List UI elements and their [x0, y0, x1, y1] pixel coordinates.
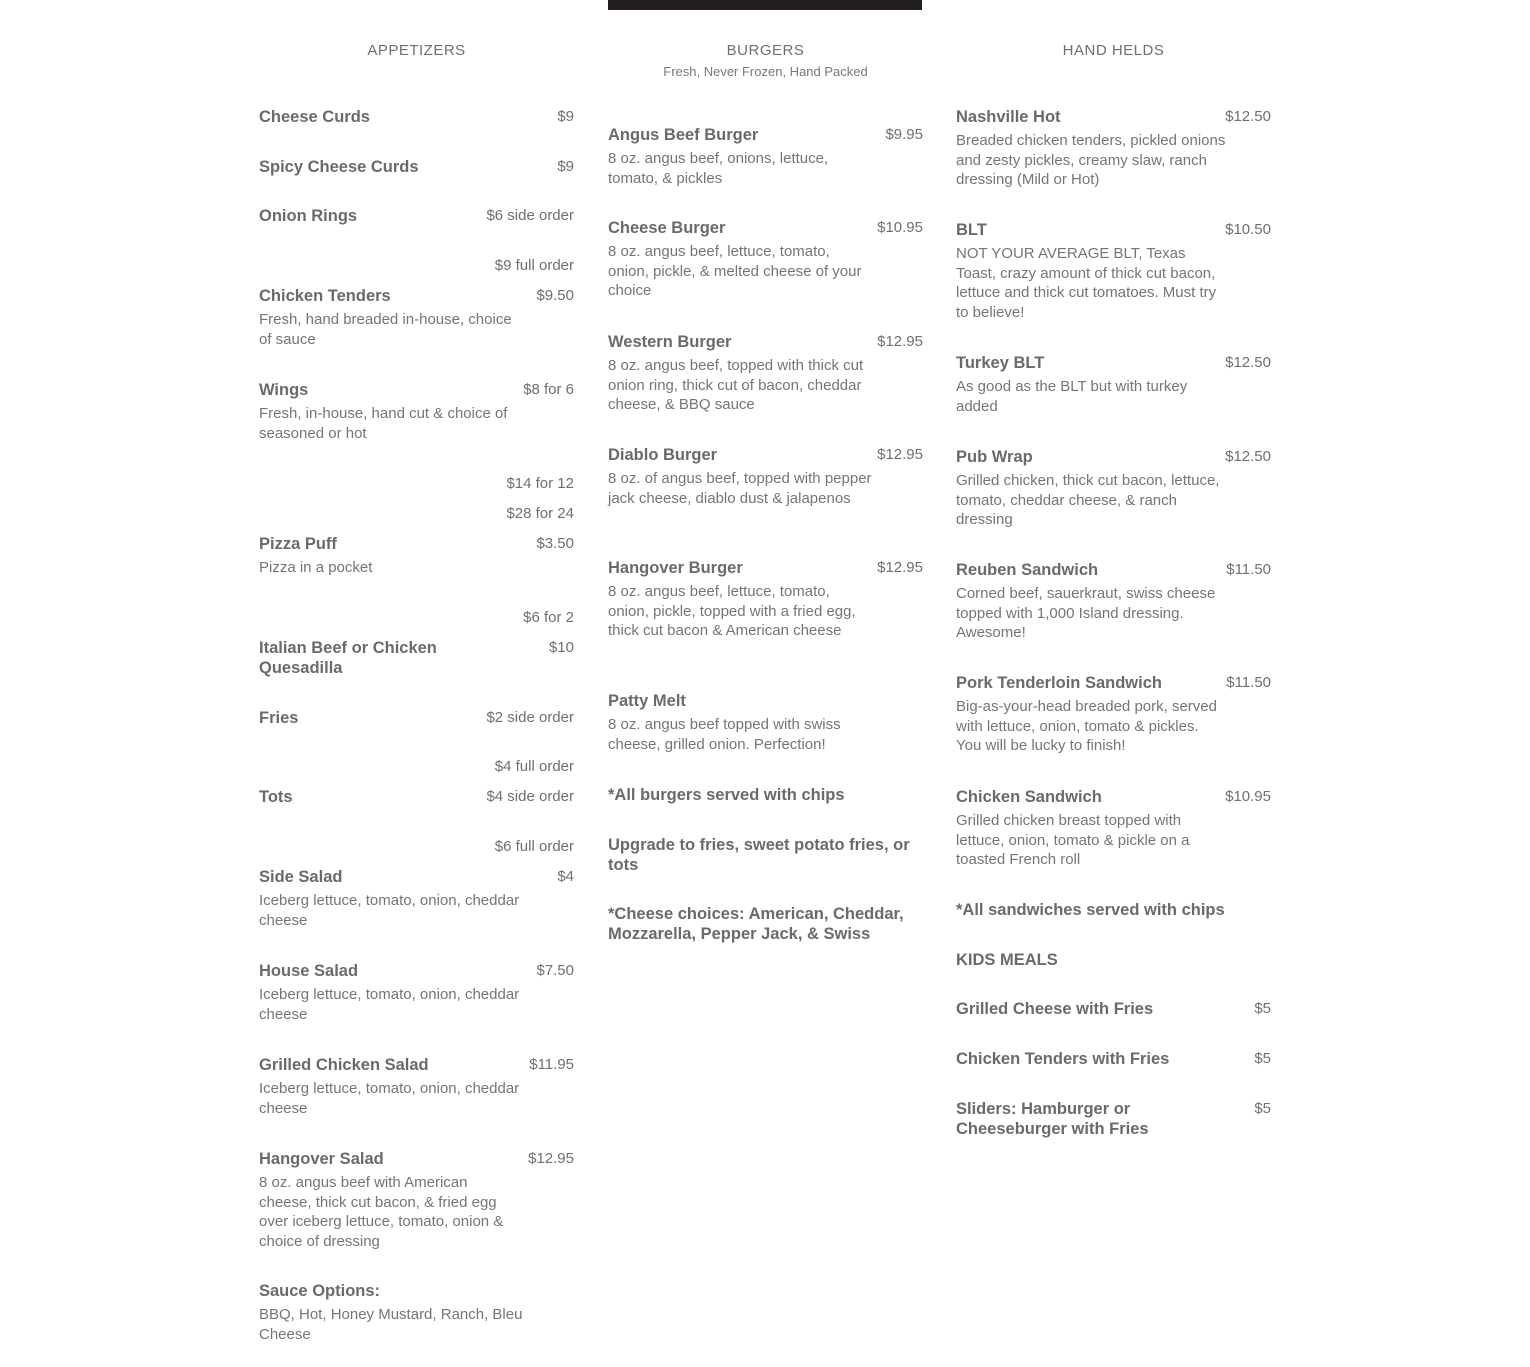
item-price: $3.50 [536, 535, 574, 552]
menu-note: *Cheese choices: American, Cheddar, Mozzarella, Pepper Jack, & Swiss [608, 905, 904, 943]
menu-item [956, 1049, 1271, 1069]
item-name: Cheese Burger [608, 219, 726, 237]
menu-note: Upgrade to fries, sweet potato fries, or tots [608, 836, 910, 874]
item-name: Sliders: Hamburger or Cheeseburger with Fries [956, 1100, 1149, 1138]
item-name: Sauce Options: [259, 1282, 381, 1300]
item-description: Grilled chicken breast topped with lettuce, onion, tomato & pickle on a toasted French roll [956, 812, 1190, 868]
menu-banner [608, 0, 922, 10]
item-description: BBQ, Hot, Honey Mustard, Ranch, Bleu Cheese [259, 1306, 523, 1343]
item-description: 8 oz. angus beef, topped with thick cut onion ring, thick cut of bacon, cheddar cheese, & BBQ sauce [608, 357, 864, 413]
item-description: Iceberg lettuce, tomato, onion, cheddar cheese [259, 1080, 520, 1117]
item-price: $4 [557, 868, 574, 885]
item-price: $12.95 [877, 446, 923, 463]
menu-item [956, 107, 1271, 190]
item-name: Grilled Chicken Salad [259, 1056, 429, 1074]
menu-item [259, 1149, 574, 1251]
item-name: Wings [259, 381, 309, 399]
item-extra-price: $9 full order [494, 257, 574, 274]
item-extra-price: $4 full order [494, 758, 574, 775]
item-name: Chicken Sandwich [956, 788, 1102, 806]
menu-item [259, 961, 574, 1024]
burgers-heading: BURGERS [726, 42, 805, 59]
item-name: Nashville Hot [956, 108, 1061, 126]
menu-item [259, 638, 574, 678]
item-description: Big-as-your-head breaded pork, served with lettuce, onion, tomato & pickles. You will be lucky to finish! [956, 698, 1217, 754]
item-description: Fresh, in-house, hand cut & choice of seasoned or hot [259, 405, 508, 442]
item-description: Grilled chicken, thick cut bacon, lettuce, tomato, cheddar cheese, & ranch dressing [956, 472, 1220, 528]
appetizers-heading: APPETIZERS [367, 42, 466, 59]
item-price: $5 [1254, 1000, 1271, 1017]
item-price: $12.50 [1225, 108, 1271, 125]
item-extra-price: $14 for 12 [506, 475, 574, 492]
item-price: $10 [548, 639, 574, 656]
item-name: Cheese Curds [259, 108, 370, 126]
item-description: Breaded chicken tenders, pickled onions and zesty pickles, creamy slaw, ranch dressing (Mild or Hot) [956, 132, 1226, 188]
item-description: 8 oz. angus beef topped with swiss cheese, grilled onion. Perfection! [608, 716, 841, 753]
item-price: $9.50 [536, 287, 574, 304]
menu-item [608, 218, 923, 301]
item-price: $8 for 6 [523, 381, 574, 398]
item-price: $12.50 [1225, 354, 1271, 371]
item-price: $11.50 [1226, 561, 1271, 578]
menu-item [259, 286, 574, 349]
item-name: Side Salad [259, 868, 343, 886]
item-description: Iceberg lettuce, tomato, onion, cheddar cheese [259, 892, 520, 929]
item-name: Spicy Cheese Curds [259, 158, 419, 176]
menu-item [608, 558, 923, 641]
item-name: House Salad [259, 962, 359, 980]
menu-item [956, 673, 1271, 756]
menu-item [956, 560, 1271, 643]
item-name: Chicken Tenders [259, 287, 391, 305]
item-name: Patty Melt [608, 692, 686, 710]
item-name: Fries [259, 709, 299, 727]
kids-meals-heading: KIDS MEALS [956, 951, 1058, 969]
item-price: $4 side order [486, 788, 574, 805]
item-extra-price: $6 for 2 [523, 609, 574, 626]
item-name: Chicken Tenders with Fries [956, 1050, 1170, 1068]
item-description: As good as the BLT but with turkey added [956, 378, 1188, 415]
item-price: $2 side order [486, 709, 574, 726]
item-price: $11.95 [529, 1056, 574, 1073]
item-description: 8 oz. angus beef, lettuce, tomato, onion, pickle, topped with a fried egg, thick cut bacon & American cheese [608, 583, 856, 639]
menu-item [956, 353, 1271, 416]
menu-item [259, 534, 574, 578]
item-name: Onion Rings [259, 207, 358, 225]
item-name: Hangover Salad [259, 1150, 384, 1168]
item-description: 8 oz. of angus beef, topped with pepper jack cheese, diablo dust & jalapenos [608, 470, 872, 507]
item-price: $9 [557, 108, 574, 125]
item-price: $9 [557, 158, 574, 175]
menu-item [259, 867, 574, 930]
item-price: $11.50 [1226, 674, 1271, 691]
handhelds-heading: HAND HELDS [1062, 42, 1165, 59]
menu-item [608, 125, 923, 188]
burgers-subheading: Fresh, Never Frozen, Hand Packed [663, 64, 868, 79]
menu-item [608, 445, 923, 508]
item-price: $12.95 [877, 559, 923, 576]
menu-item [259, 787, 574, 807]
item-name: BLT [956, 221, 987, 239]
item-name: Tots [259, 788, 293, 806]
menu-item [956, 999, 1271, 1019]
menu-note: *All sandwiches served with chips [956, 901, 1225, 919]
item-name: Turkey BLT [956, 354, 1045, 372]
item-price: $5 [1254, 1050, 1271, 1067]
item-name: Grilled Cheese with Fries [956, 1000, 1154, 1018]
menu-item [259, 1055, 574, 1118]
menu-item [259, 157, 574, 177]
item-description: Pizza in a pocket [259, 559, 373, 576]
item-name: Angus Beef Burger [608, 126, 759, 144]
item-price: $10.95 [877, 219, 923, 236]
menu-item [956, 447, 1271, 530]
item-name: Diablo Burger [608, 446, 718, 464]
menu-item [259, 206, 574, 226]
item-price: $12.95 [528, 1150, 574, 1167]
item-price: $12.95 [877, 333, 923, 350]
item-price: $10.95 [1225, 788, 1271, 805]
item-name: Pizza Puff [259, 535, 337, 553]
item-name: Western Burger [608, 333, 732, 351]
menu-note: *All burgers served with chips [608, 786, 845, 804]
item-description: NOT YOUR AVERAGE BLT, Texas Toast, crazy amount of thick cut bacon, lettuce and thick cut tomatoes. Must try to believe! [956, 245, 1217, 321]
item-description: 8 oz. angus beef, onions, lettuce, tomato, & pickles [608, 150, 829, 187]
item-name: Hangover Burger [608, 559, 743, 577]
menu-item [956, 1099, 1271, 1139]
item-description: Iceberg lettuce, tomato, onion, cheddar cheese [259, 986, 520, 1023]
item-extra-price: $28 for 24 [506, 505, 574, 522]
menu-item [259, 708, 574, 728]
menu-item [608, 691, 923, 754]
item-description: 8 oz. angus beef with American cheese, thick cut bacon, & fried egg over iceberg lettuce, tomato, onion & choice of dressing [259, 1174, 504, 1250]
menu-item [956, 220, 1271, 322]
item-price: $12.50 [1225, 448, 1271, 465]
item-name: Italian Beef or Chicken Quesadilla [259, 639, 437, 677]
item-price: $7.50 [536, 962, 574, 979]
item-price: $10.50 [1225, 221, 1271, 238]
item-extra-price: $6 full order [494, 838, 574, 855]
item-price: $9.95 [885, 126, 923, 143]
item-price: $5 [1254, 1100, 1271, 1117]
menu-item [956, 787, 1271, 870]
item-name: Reuben Sandwich [956, 561, 1099, 579]
menu-item [608, 332, 923, 415]
item-name: Pork Tenderloin Sandwich [956, 674, 1162, 692]
item-description: Corned beef, sauerkraut, swiss cheese topped with 1,000 Island dressing. Awesome! [956, 585, 1216, 641]
menu-item [259, 1281, 574, 1344]
item-description: 8 oz. angus beef, lettuce, tomato, onion, pickle, & melted cheese of your choice [608, 243, 862, 299]
menu-item [259, 107, 574, 127]
item-price: $6 side order [486, 207, 574, 224]
menu-item [259, 380, 574, 443]
item-name: Pub Wrap [956, 448, 1033, 466]
item-description: Fresh, hand breaded in-house, choice of sauce [259, 311, 512, 348]
